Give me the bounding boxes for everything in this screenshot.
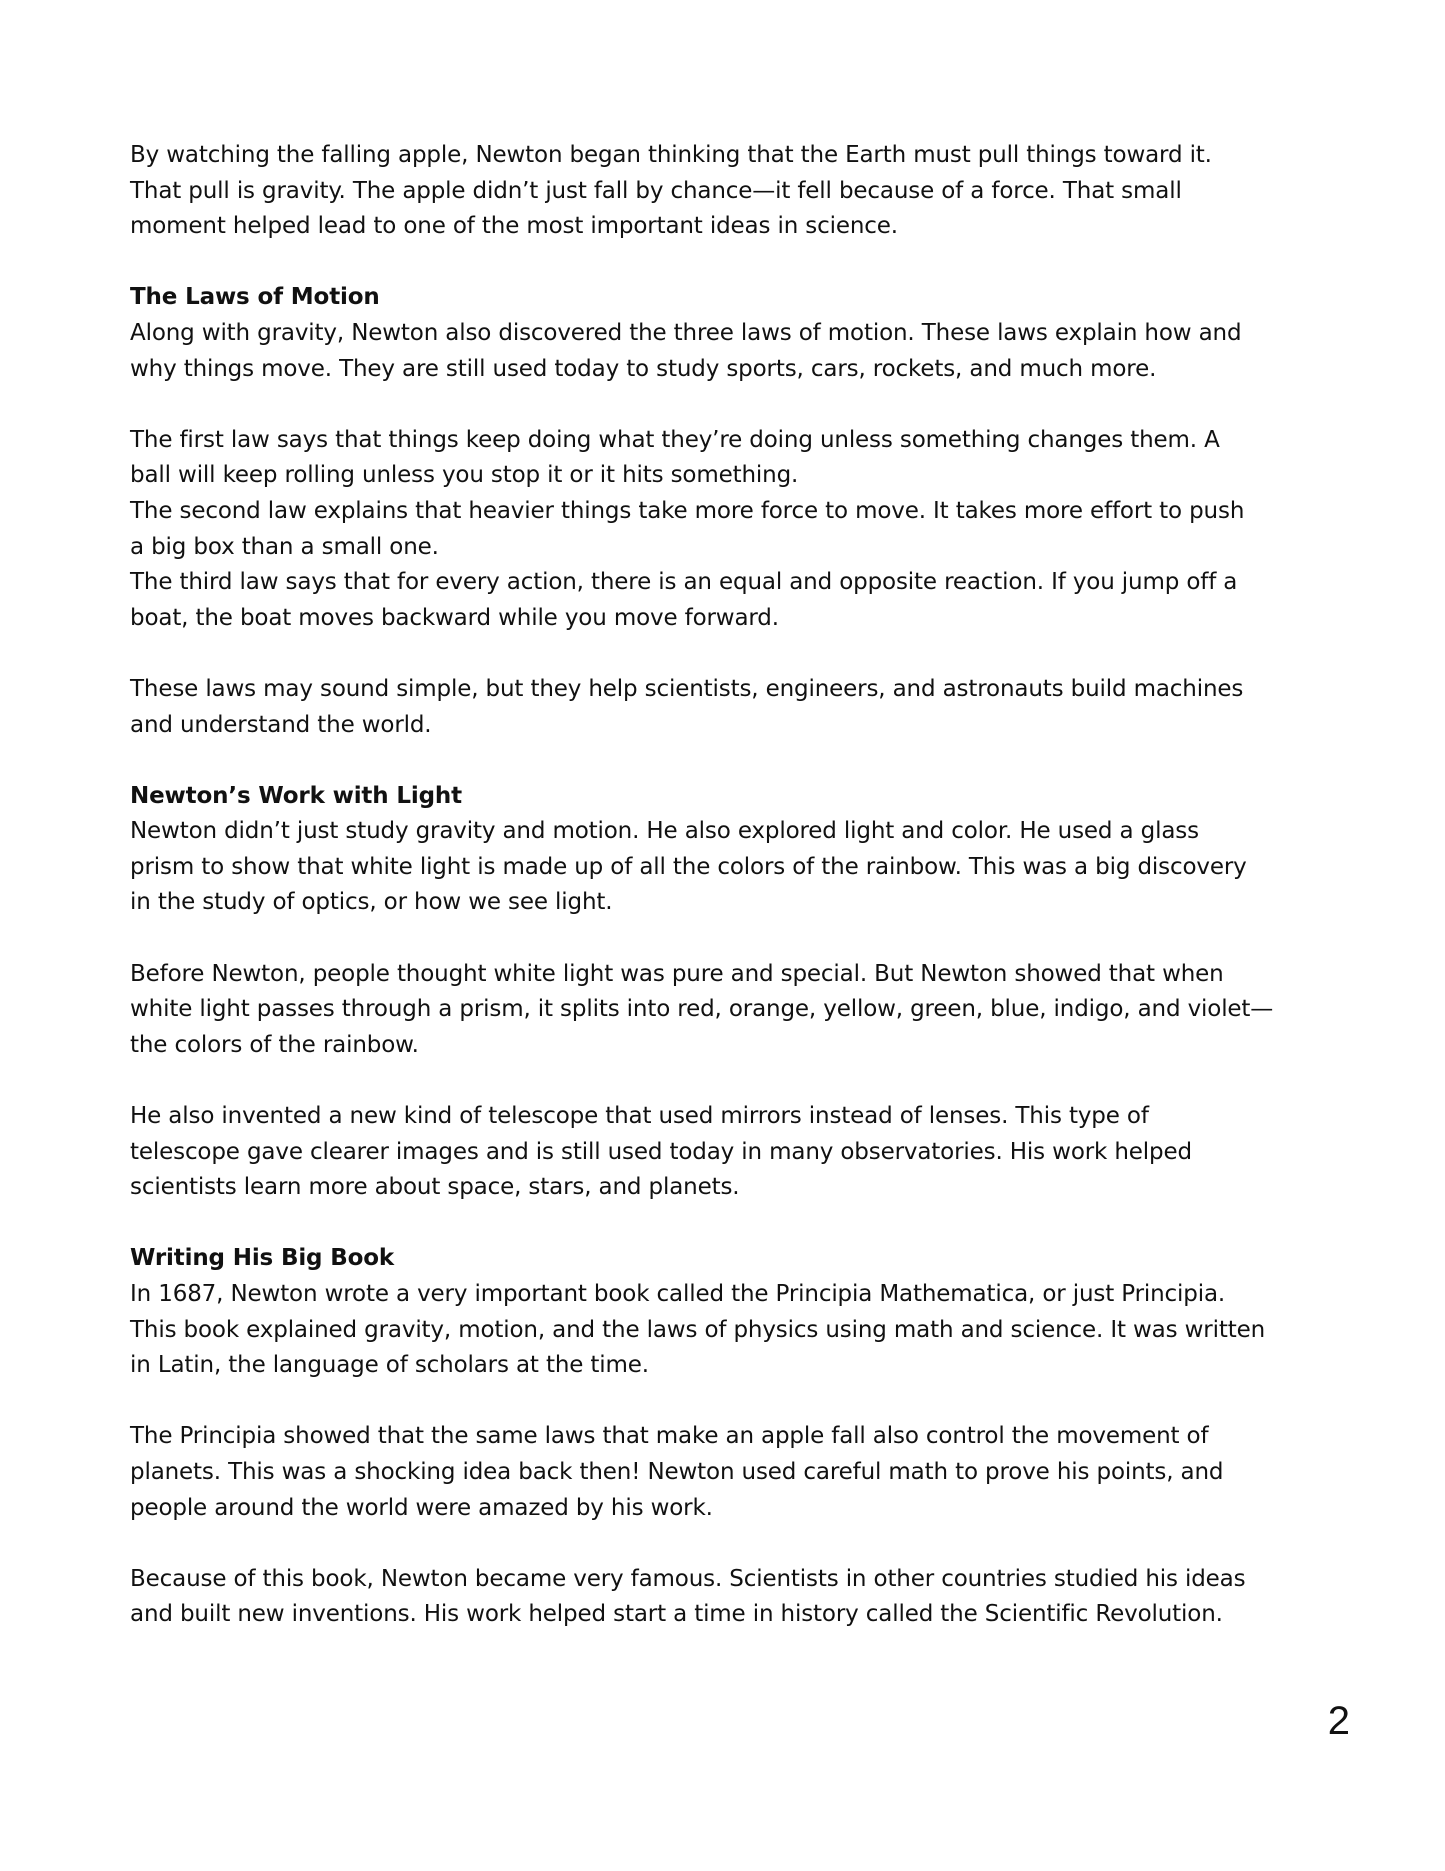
third-law-paragraph: The third law says that for every action, there is an equal and opposite reaction. If you jump off a boat, the boat moves backward while you move forward. <box>130 569 1238 631</box>
light-paragraph-2: Before Newton, people thought white light was pure and special. But Newton showed that when white light passes through a prism, it splits into red, orange, yellow, green, blue, indigo, and violet— the colors of the rainbow. <box>130 960 1274 1058</box>
document-body <box>130 138 1320 1669</box>
light-paragraph-1: Newton didn’t just study gravity and motion. He also explored light and color. He used a glass prism to show that white light is made up of all the colors of the rainbow. This was a big discovery in the study of optics, or how we see light. <box>130 818 1247 916</box>
first-law-paragraph: The first law says that things keep doing what they’re doing unless something changes them. A ball will keep rolling unless you stop it or it hits something. <box>130 426 1220 489</box>
book-paragraph-1: In 1687, Newton wrote a very important book called the Principia Mathematica, or just Principia. This book explained gravity, motion, and the laws of physics using math and science. It was written in Latin, the language of scholars at the time. <box>130 1281 1265 1379</box>
intro-paragraph: By watching the falling apple, Newton began thinking that the Earth must pull things toward it. That pull is gravity. The apple didn’t just fall by chance—it fell because of a force. That small moment helped lead to one of the most important ideas in science. <box>130 142 1212 240</box>
laws-summary-paragraph: These laws may sound simple, but they help scientists, engineers, and astronauts build machines and understand the world. <box>130 675 1244 738</box>
book-paragraph-3: Because of this book, Newton became very famous. Scientists in other countries studied his ideas and built new inventions. His work helped start a time in history called the Scientific Revolution. <box>130 1565 1246 1628</box>
light-paragraph-3: He also invented a new kind of telescope that used mirrors instead of lenses. This type of telescope gave clearer images and is still used today in many observatories. His work helped scientists learn more about space, stars, and planets. <box>130 1103 1192 1201</box>
second-law-paragraph: The second law explains that heavier things take more force to move. It takes more effort to push a big box than a small one. <box>130 497 1245 560</box>
section-heading-light: Newton’s Work with Light <box>130 782 462 809</box>
page-number: 2 <box>1327 1699 1350 1743</box>
book-paragraph-2: The Principia showed that the same laws that make an apple fall also control the movement of planets. This was a shocking idea back then! Newton used careful math to prove his points, and people around the world were amazed by his work. <box>130 1423 1224 1521</box>
section-heading-laws-of-motion: The Laws of Motion <box>130 284 380 311</box>
section-heading-big-book: Writing His Big Book <box>130 1245 395 1272</box>
laws-intro-paragraph: Along with gravity, Newton also discovered the three laws of motion. These laws explain how and why things move. They are still used today to study sports, cars, rockets, and much more. <box>130 319 1242 382</box>
